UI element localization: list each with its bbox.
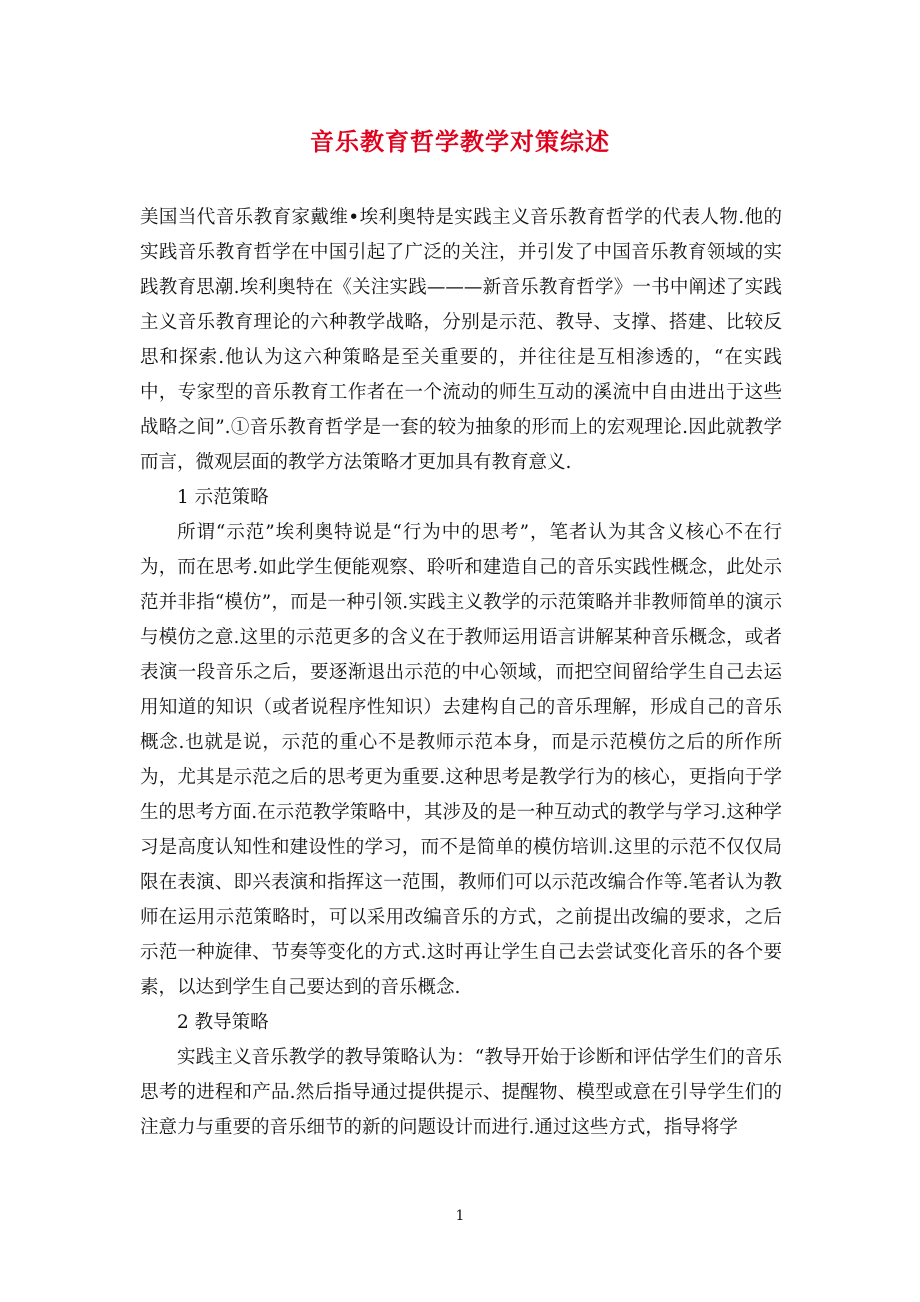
- section-heading-instruction: 2 教导策略: [177, 1012, 269, 1033]
- demonstration-paragraph: 所谓“示范”埃利奥特说是“行为中的思考”，笔者认为其含义核心不在行为，而在思考.如此学生便能观察、聆听和建造自己的音乐实践性概念，此处示范并非指“模仿”，而是一种引领.实践主义教学的示范策略并非教师简单的演示与模仿之意.这里的示范更多的含义在于教师运用语言讲解某种音乐概念，或者表演一段音乐之后，要逐渐退出示范的中心领域，而把空间留给学生自己去运用知道的知识（或者说程序性知识）去建构自己的音乐理解，形成自己的音乐概念.也就是说，示范的重心不是教师示范本身，而是示范模仿之后的所作所为，尤其是示范之后的思考更为重要.这种思考是教学行为的核心，更指向于学生的思考方面.在示范教学策略中，其涉及的是一种互动式的教学与学习.这种学习是高度认知性和建设性的学习，而不是简单的模仿培训.这里的示范不仅仅局限在表演、即兴表演和指挥这一范围，教师们可以示范改编合作等.笔者认为教师在运用示范策略时，可以采用改编音乐的方式，之前提出改编的要求，之后示范一种旋律、节奏等变化的方式.这时再让学生自己去尝试变化音乐的各个要素，以达到学生自己要达到的音乐概念.: [140, 522, 782, 998]
- instruction-paragraph: 实践主义音乐教学的教导策略认为：“教导开始于诊断和评估学生们的音乐思考的进程和产品.然后指导通过提供提示、提醒物、模型或意在引导学生们的注意力与重要的音乐细节的新的问题设计而进行.通过这些方式，指导将学: [140, 1047, 782, 1138]
- document-body: [140, 200, 782, 1145]
- document-title: 音乐教育哲学教学对策综述: [310, 127, 610, 156]
- intro-paragraph: 美国当代音乐教育家戴维•埃利奥特是实践主义音乐教育哲学的代表人物.他的实践音乐教育哲学在中国引起了广泛的关注，并引发了中国音乐教育领域的实践教育思潮.埃利奥特在《关注实践———新音乐教育哲学》一书中阐述了实践主义音乐教育理论的六种教学战略，分别是示范、教导、支撑、搭建、比较反思和探索.他认为这六种策略是至关重要的，并往往是互相渗透的，“在实践中，专家型的音乐教育工作者在一个流动的师生互动的溪流中自由进出于这些战略之间”.①音乐教育哲学是一套的较为抽象的形而上的宏观理论.因此就教学而言，微观层面的教学方法策略才更加具有教育意义.: [140, 207, 782, 473]
- section-heading-demonstration: 1 示范策略: [177, 487, 269, 508]
- page-number: 1: [455, 1208, 465, 1224]
